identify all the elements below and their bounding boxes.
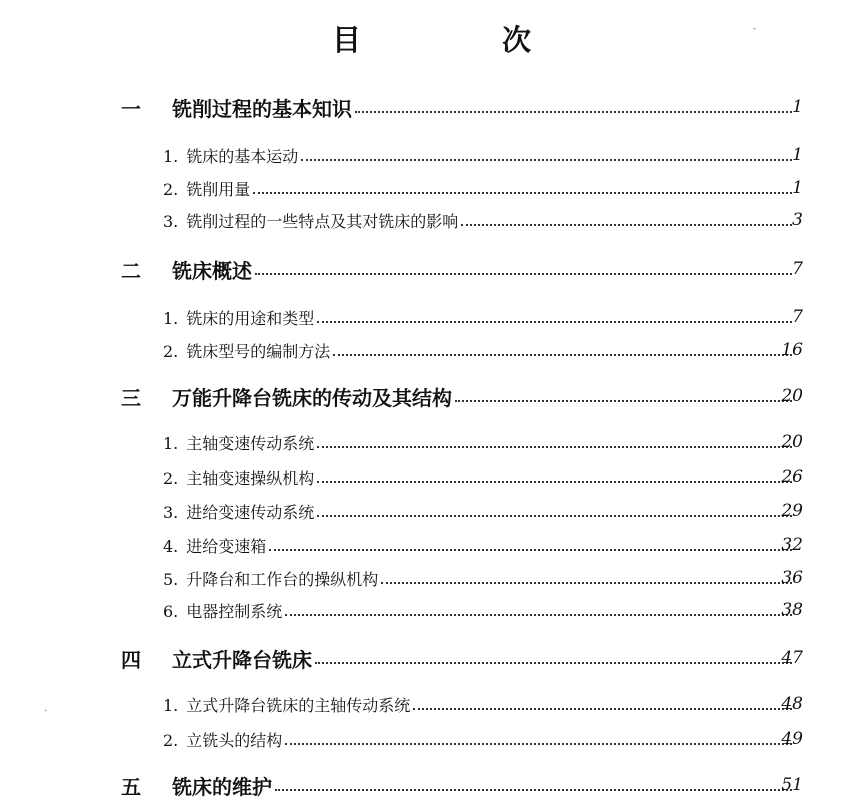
page-number: 29 [781, 501, 803, 521]
page-number: 1 [792, 178, 803, 198]
page-number: 47 [781, 648, 803, 668]
chapter-number: 五 [121, 774, 141, 799]
toc-section[interactable] [0, 563, 863, 593]
leader-dots [455, 398, 792, 402]
toc-section[interactable] [0, 689, 863, 719]
section-index: 5. [163, 569, 179, 589]
toc-chapter-5[interactable] [0, 770, 863, 800]
toc-section[interactable] [0, 302, 863, 332]
leader-dots [355, 109, 792, 113]
page-number: 51 [781, 775, 803, 795]
page-number: 32 [781, 535, 803, 555]
leader-dots [317, 444, 792, 448]
toc-section[interactable] [0, 496, 863, 526]
page-number: 7 [792, 307, 803, 327]
leader-dots [461, 222, 792, 226]
section-index: 1. [163, 433, 179, 453]
page-number: 26 [781, 467, 803, 487]
scan-speck: · [44, 706, 48, 717]
page-number: 36 [781, 568, 803, 588]
toc-section[interactable] [0, 595, 863, 625]
leader-dots [317, 319, 792, 323]
toc-section[interactable] [0, 173, 863, 203]
chapter-title: 铣床概述 [172, 258, 252, 283]
leader-dots [413, 706, 792, 710]
leader-dots [255, 271, 792, 275]
leader-dots [285, 612, 792, 616]
section-index: 3. [163, 502, 179, 522]
leader-dots [381, 580, 792, 584]
section-index: 4. [163, 536, 179, 556]
section-title: 铣削过程的一些特点及其对铣床的影响 [186, 211, 459, 231]
page-number: 49 [781, 729, 803, 749]
toc-chapter-2[interactable] [0, 254, 863, 284]
section-index: 2. [163, 179, 179, 199]
chapter-number: 二 [121, 258, 141, 283]
leader-dots [333, 352, 792, 356]
section-index: 3. [163, 211, 179, 231]
leader-dots [253, 190, 792, 194]
section-title: 铣床的用途和类型 [186, 308, 315, 328]
toc-section[interactable] [0, 462, 863, 492]
toc-section[interactable] [0, 724, 863, 754]
section-index: 2. [163, 341, 179, 361]
section-title: 进给变速箱 [186, 536, 267, 556]
toc-chapter-3[interactable] [0, 381, 863, 411]
section-title: 铣削用量 [186, 179, 251, 199]
section-index: 2. [163, 468, 179, 488]
page-number: 16 [781, 340, 803, 360]
toc-chapter-1[interactable] [0, 92, 863, 122]
page-number: 3 [792, 210, 803, 230]
section-index: 6. [163, 601, 179, 621]
chapter-title: 立式升降台铣床 [172, 647, 312, 672]
chapter-title: 铣削过程的基本知识 [172, 96, 352, 121]
leader-dots [315, 660, 792, 664]
page-number: 1 [792, 97, 803, 117]
section-title: 立铣头的结构 [186, 730, 283, 750]
leader-dots [301, 157, 792, 161]
leader-dots [317, 479, 792, 483]
chapter-number: 三 [121, 385, 141, 410]
toc-section[interactable] [0, 427, 863, 457]
section-title: 立式升降台铣床的主轴传动系统 [186, 695, 411, 715]
section-title: 电器控制系统 [186, 601, 283, 621]
section-title: 进给变速传动系统 [186, 502, 315, 522]
chapter-title: 万能升降台铣床的传动及其结构 [172, 385, 452, 410]
chapter-title: 铣床的维护 [172, 774, 272, 799]
toc-section[interactable] [0, 205, 863, 235]
section-title: 主轴变速操纵机构 [186, 468, 315, 488]
toc-section[interactable] [0, 335, 863, 365]
toc-section[interactable] [0, 530, 863, 560]
section-index: 1. [163, 146, 179, 166]
page-number: 1 [792, 145, 803, 165]
leader-dots [269, 547, 792, 551]
section-index: 1. [163, 695, 179, 715]
leader-dots [275, 787, 792, 791]
section-index: 1. [163, 308, 179, 328]
section-title: 升降台和工作台的操纵机构 [186, 569, 379, 589]
section-title: 铣床型号的编制方法 [186, 341, 331, 361]
page-number: 7 [792, 259, 803, 279]
section-title: 主轴变速传动系统 [186, 433, 315, 453]
toc-section[interactable] [0, 140, 863, 170]
section-index: 2. [163, 730, 179, 750]
toc-title: 目 次 [331, 23, 587, 57]
leader-dots [317, 513, 792, 517]
scan-speck: ˉ [752, 28, 757, 39]
page-number: 38 [781, 600, 803, 620]
toc-chapter-4[interactable] [0, 643, 863, 673]
leader-dots [285, 741, 792, 745]
page-number: 20 [781, 386, 803, 406]
page-number: 20 [781, 432, 803, 452]
section-title: 铣床的基本运动 [186, 146, 299, 166]
chapter-number: 四 [121, 647, 141, 672]
page-number: 48 [781, 694, 803, 714]
chapter-number: 一 [121, 96, 141, 121]
